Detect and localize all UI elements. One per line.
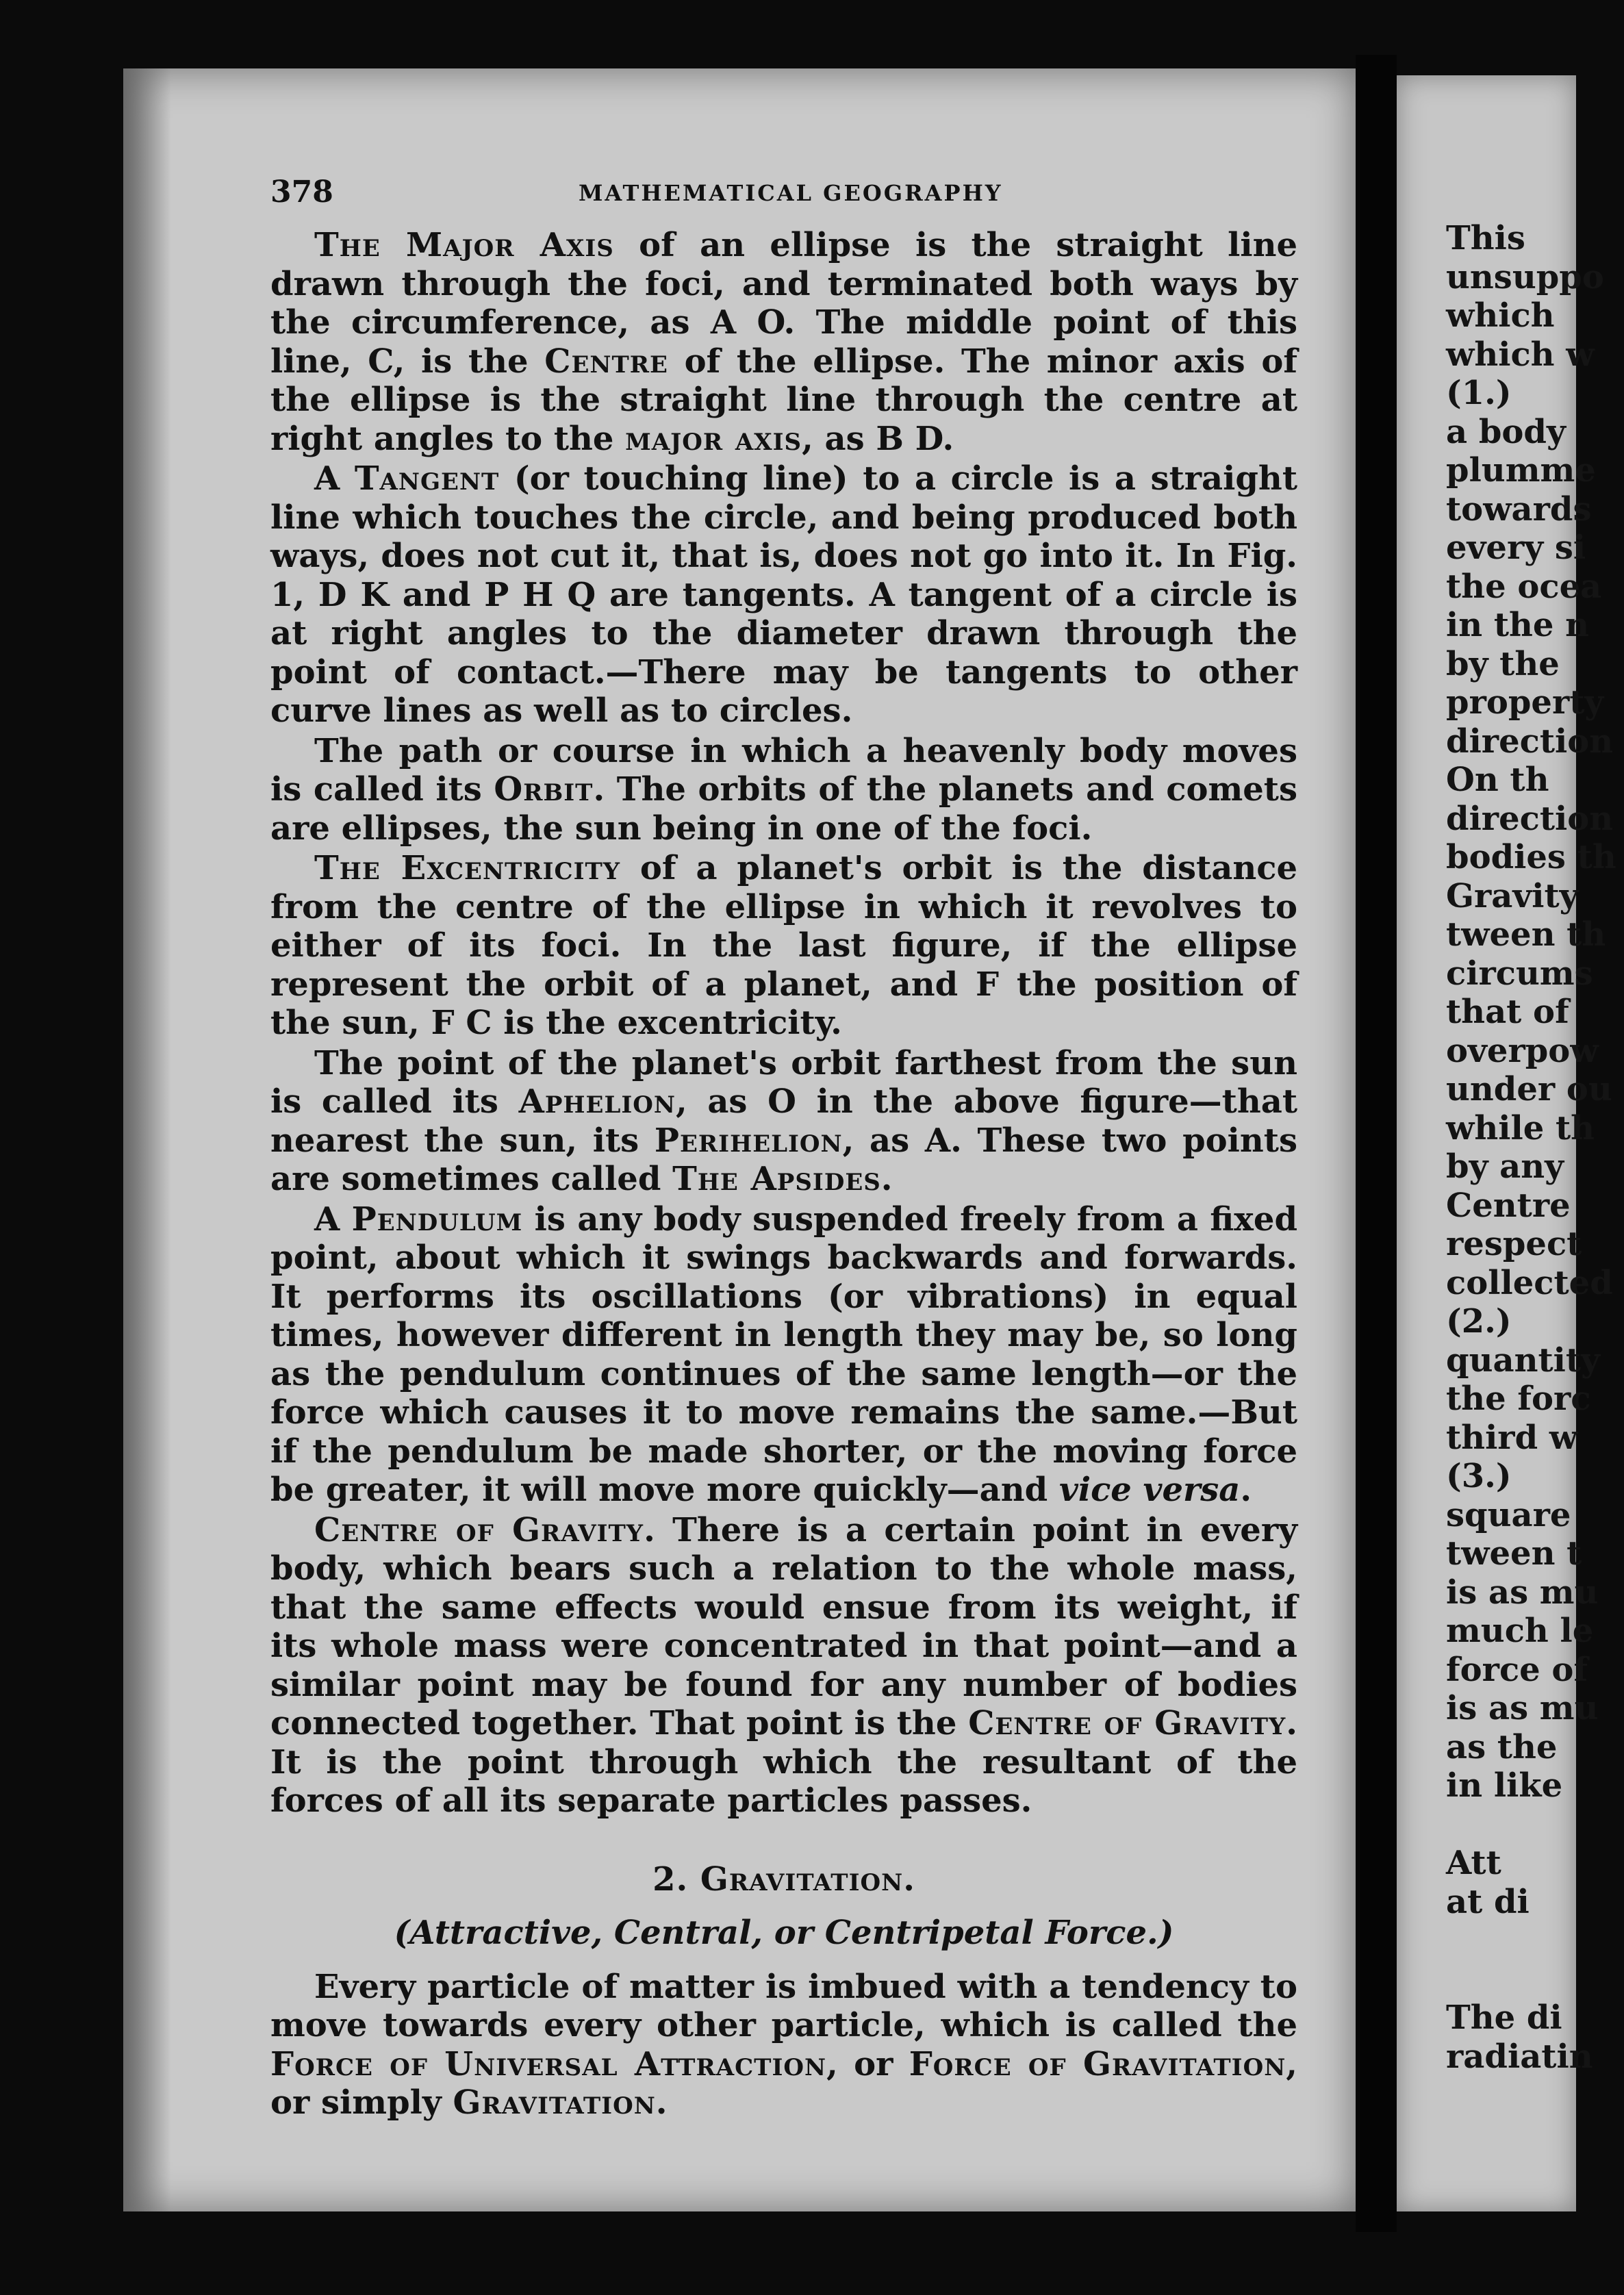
right-page-line: square [1446, 1495, 1571, 1534]
right-page-line [1446, 1805, 1624, 1844]
right-page-line: Centre [1446, 1186, 1571, 1225]
right-page-line: quantity [1446, 1341, 1600, 1380]
right-page-line: Att [1446, 1844, 1501, 1882]
page-header [270, 175, 1297, 216]
right-page-line: radiatin [1446, 2037, 1593, 2076]
right-page-line: overpow [1446, 1031, 1599, 1070]
right-page-line: third w [1446, 1418, 1578, 1457]
right-page-line: which [1446, 296, 1555, 335]
text: A [314, 459, 355, 498]
right-page-line: which w [1446, 335, 1595, 374]
right-page-line: towards [1446, 490, 1592, 529]
term-excentricity: The Excentricity [314, 849, 621, 887]
right-page-line: in like [1446, 1766, 1563, 1805]
term-perihelion: Perihelion [654, 1121, 843, 1160]
text: of a planet's orbit is the distance from the centre of the ellipse in which it revolves to either of its foci. In the last figure, if the ellipse represent the orbit of a planet, and F the position of the sun, F C is the excentricity. [270, 849, 1297, 1042]
term-major-axis: The Major Axis [314, 226, 614, 264]
right-page-line: is as mu [1446, 1573, 1599, 1612]
text: , or [826, 2044, 909, 2083]
right-page-line: every si [1446, 529, 1586, 567]
paragraph-excentricity [270, 849, 1297, 1043]
paragraph-major-axis [270, 226, 1297, 458]
term-centre: Centre [544, 342, 668, 381]
text: . [880, 1160, 893, 1198]
right-page-line [1446, 1960, 1624, 1999]
right-page-line: tween t [1446, 1534, 1582, 1573]
running-head: MATHEMATICAL GEOGRAPHY [579, 180, 1003, 206]
page-body [270, 226, 1297, 2122]
term-centre-of-gravity: Centre of Gravity [314, 1510, 644, 1549]
paragraph-tangent [270, 459, 1297, 731]
term-pendulum: Pendulum [351, 1200, 523, 1239]
right-page-line: in the n [1446, 606, 1590, 644]
right-page-line: (1.) [1446, 374, 1512, 412]
right-page-line: The di [1446, 1999, 1562, 2037]
right-page-line: that of [1446, 993, 1569, 1031]
right-page-line: by any [1446, 1148, 1564, 1186]
right-page-line: as the [1446, 1727, 1558, 1766]
term-tangent: Tangent [354, 459, 500, 498]
right-page-line: collected [1446, 1263, 1613, 1302]
right-page-line: the forc [1446, 1380, 1591, 1418]
term-orbit: Orbit [494, 770, 594, 809]
term-force-universal-attraction: Force of Universal Attraction [270, 2044, 827, 2083]
right-page-line: at di [1446, 1882, 1530, 1921]
text: of an ellipse is the straight line drawn through the foci, and terminated both ways by the circumference, as A O. The middle point of this line, C, is the [270, 226, 1298, 381]
text: . [1240, 1471, 1252, 1509]
right-page-line: This [1446, 219, 1525, 257]
text: of the ellipse. The minor axis of the ellipse is the straight line through the centre at right angles to the [270, 342, 1297, 458]
right-page-line: under ou [1446, 1070, 1612, 1108]
text: , as B D. [802, 419, 954, 458]
text: , or simply [270, 2044, 1297, 2122]
term-apsides: The Apsides [672, 1160, 881, 1198]
right-page-line: while th [1446, 1108, 1595, 1148]
term-centre-of-gravity-2: Centre of Gravity [968, 1704, 1286, 1742]
right-page-line: the ocea [1446, 567, 1602, 606]
text: , as A. These two points are sometimes called [270, 1121, 1297, 1198]
right-page-line: plumme [1446, 451, 1596, 490]
right-page-line: respect [1446, 1225, 1582, 1263]
section-heading: 2. Gravitation. [652, 1860, 915, 1899]
right-page-line: force of [1446, 1650, 1588, 1689]
right-page-text-fragments [1446, 219, 1624, 2076]
paragraph-aphelion [270, 1044, 1297, 1199]
term-aphelion: Aphelion [518, 1082, 676, 1121]
right-page-line: a body [1446, 412, 1566, 451]
right-page-line: On th [1446, 761, 1549, 799]
right-page-line: direction [1446, 722, 1614, 761]
term-major-axis-inline: major axis [625, 419, 802, 458]
page-number: 378 [270, 175, 333, 210]
right-page-line: Gravity [1446, 876, 1579, 915]
right-page-line: circums [1446, 954, 1593, 993]
right-page-line: bodies th [1446, 838, 1616, 876]
text: . There is a certain point in every body, which bears such a relation to the whole mass, that the same effects would ensue from its weight, if its whole mass were concentrated in that point—and a similar point may be found for any number of bodies connected together. That point is the [270, 1510, 1297, 1742]
paragraph-orbit [270, 732, 1297, 848]
right-page-line [1446, 1921, 1624, 1960]
text: . The orbits of the planets and comets are ellipses, the sun being in one of the foci. [270, 770, 1297, 848]
text: Every particle of matter is imbued with a tendency to move towards every other particle, which is called the [270, 1967, 1297, 2044]
right-page-line: property [1446, 683, 1604, 722]
text: (or touching line) to a circle is a straight line which touches the circle, and being produced both ways, does not cut it, that is, does not go into it. In Fig. 1, D K and P H Q are tangents. A tangent of a circle is at right angles to the diameter drawn through the point of contact.—There may be tangents to other curve lines as well as to circles. [270, 459, 1297, 730]
paragraph-pendulum [270, 1200, 1297, 1510]
term-force-of-gravitation: Force of Gravitation [909, 2044, 1286, 2083]
text: The path or course in which a heavenly body moves is called its [270, 731, 1297, 809]
right-page-line: is as mu [1446, 1689, 1599, 1727]
term-vice-versa: vice versa [1058, 1471, 1241, 1509]
right-page-line: unsuppo [1446, 257, 1604, 296]
right-page-line: much le [1446, 1612, 1594, 1650]
text: . [655, 2083, 668, 2122]
paragraph-centre-of-gravity [270, 1511, 1297, 1821]
paragraph-gravitation [270, 1968, 1297, 2122]
section-subheading: (Attractive, Central, or Centripetal Force.) [394, 1914, 1174, 1952]
right-page-line: (3.) [1446, 1457, 1512, 1495]
book-gutter [1356, 55, 1397, 2232]
right-page-line: tween th [1446, 915, 1606, 954]
right-page-line: (2.) [1446, 1302, 1512, 1341]
text: The point of the planet's orbit farthest from the sun is called its [270, 1043, 1297, 1121]
right-page-line: by the [1446, 644, 1560, 683]
term-gravitation: Gravitation [453, 2083, 656, 2122]
right-page-line: direction [1446, 799, 1614, 838]
text: , as O in the above figure—that nearest the sun, its [270, 1082, 1297, 1160]
text: . It is the point through which the resultant of the forces of all its separate particles passes. [270, 1704, 1297, 1820]
text: A [314, 1200, 352, 1239]
text: is any body suspended freely from a fixed point, about which it swings backwards and forwards. It performs its oscillations (or vibrations) in equal times, however different in length they may be, so long as the pendulum continues of the same length—or the force which causes it to move remains the same.—But if the pendulum be made shorter, or the moving force be greater, it will move more quickly—and [270, 1200, 1298, 1509]
right-page [1397, 75, 1616, 2211]
